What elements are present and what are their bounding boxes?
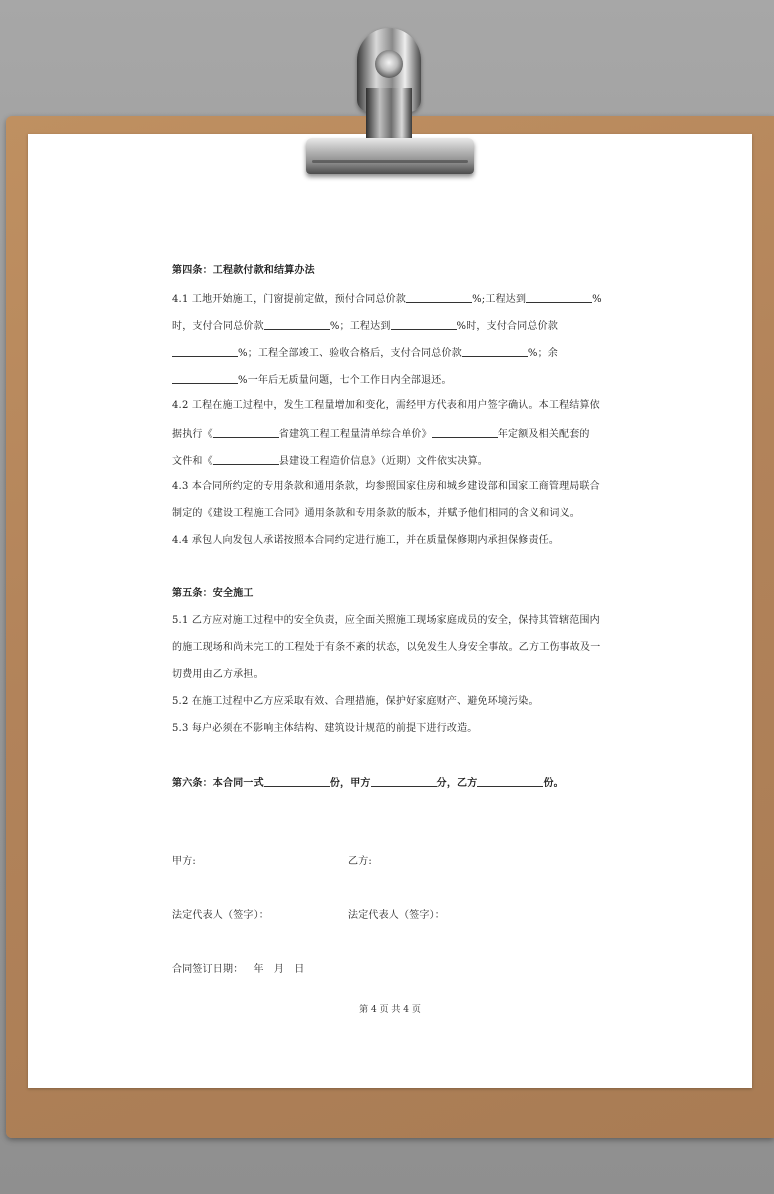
clip-stem	[366, 88, 412, 142]
article4-line-8: 4.3 本合同所约定的专用条款和通用条款，均参照国家住房和城乡建设部和国家工商管理局联合	[172, 481, 600, 492]
blank-field	[213, 427, 279, 438]
blank-field	[264, 776, 330, 787]
party-b-label: 乙方:	[348, 856, 372, 867]
text: %；工程达到	[329, 321, 391, 332]
blank-field	[462, 346, 528, 357]
contract-page	[28, 134, 752, 1088]
article5-heading: 第五条：安全施工	[172, 588, 254, 599]
text: 文件和《	[172, 456, 213, 467]
blank-field	[391, 319, 457, 330]
article4-line-5: 4.2 工程在施工过程中，发生工程量增加和变化，需经甲方代表和用户签字确认。本工程结算依	[172, 400, 600, 411]
article5-line-4: 5.2 在施工过程中乙方应采取有效、合理措施，保护好家庭财产、避免环境污染。	[172, 696, 539, 707]
text: 省建筑工程工程量清单综合单价》	[278, 429, 432, 440]
text: %；工程全部竣工、验收合格后，支付合同总价款	[238, 348, 462, 359]
text: %一年后无质量问题，七个工作日内全部退还。	[238, 375, 452, 386]
text: 据执行《	[172, 429, 213, 440]
text: 4.1 工地开始施工，门窗提前定做，预付合同总价款	[172, 294, 407, 305]
article4-heading: 第四条：工程款付款和结算办法	[172, 265, 315, 276]
text: %；余	[527, 348, 559, 359]
blank-field	[213, 454, 279, 465]
article4-line-4	[172, 373, 452, 387]
article4-line-3	[172, 346, 558, 360]
article6-line	[172, 776, 564, 790]
signing-date: 合同签订日期： 年 月 日	[172, 964, 305, 975]
blank-field	[432, 427, 498, 438]
page-number: 第 4 页 共 4 页	[359, 1005, 421, 1015]
blank-field	[264, 319, 330, 330]
text: 第六条：本合同一式	[172, 778, 264, 789]
party-a-representative: 法定代表人（签字）：	[172, 910, 269, 921]
party-b-representative: 法定代表人（签字）：	[348, 910, 445, 921]
text: %;工程达到	[472, 294, 527, 305]
text: 份。	[543, 778, 564, 789]
text: 时，支付合同总价款	[172, 321, 264, 332]
text: 县建设工程造价信息》（近期）文件依实决算。	[278, 456, 489, 467]
blank-field	[172, 346, 238, 357]
article4-line-10: 4.4 承包人向发包人承诺按照本合同约定进行施工，并在质量保修期内承担保修责任。	[172, 535, 560, 546]
article4-line-9: 制定的《建设工程施工合同》通用条款和专用条款的版本，并赋予他们相同的含义和词义。	[172, 508, 580, 519]
blank-field	[406, 292, 472, 303]
article4-line-6	[172, 427, 590, 441]
party-a-label: 甲方:	[172, 856, 196, 867]
text: %时，支付合同总价款	[456, 321, 559, 332]
article5-line-3: 切费用由乙方承担。	[172, 669, 264, 680]
clip-plate	[306, 138, 474, 174]
blank-field	[477, 776, 543, 787]
clip-hole	[375, 50, 403, 78]
text: 年定额及相关配套的	[497, 429, 590, 440]
blank-field	[526, 292, 592, 303]
article4-line-7	[172, 454, 488, 468]
article4-line-2	[172, 319, 558, 333]
watermark: ​	[89, 467, 107, 486]
blank-field	[371, 776, 437, 787]
article5-line-2: 的施工现场和尚未完工的工程处于有条不紊的状态，以免发生人身安全事故。乙方工伤事故及一	[172, 642, 601, 653]
text: %	[592, 294, 602, 305]
blank-field	[172, 373, 238, 384]
article4-line-1	[172, 292, 602, 306]
article5-line-1: 5.1 乙方应对施工过程中的安全负责，应全面关照施工现场家庭成员的安全，保持其管辖范围内	[172, 615, 600, 626]
text: 分，乙方	[436, 778, 478, 789]
article5-line-5: 5.3 每户必须在不影响主体结构、建筑设计规范的前提下进行改造。	[172, 723, 478, 734]
text: 份，甲方	[329, 778, 371, 789]
